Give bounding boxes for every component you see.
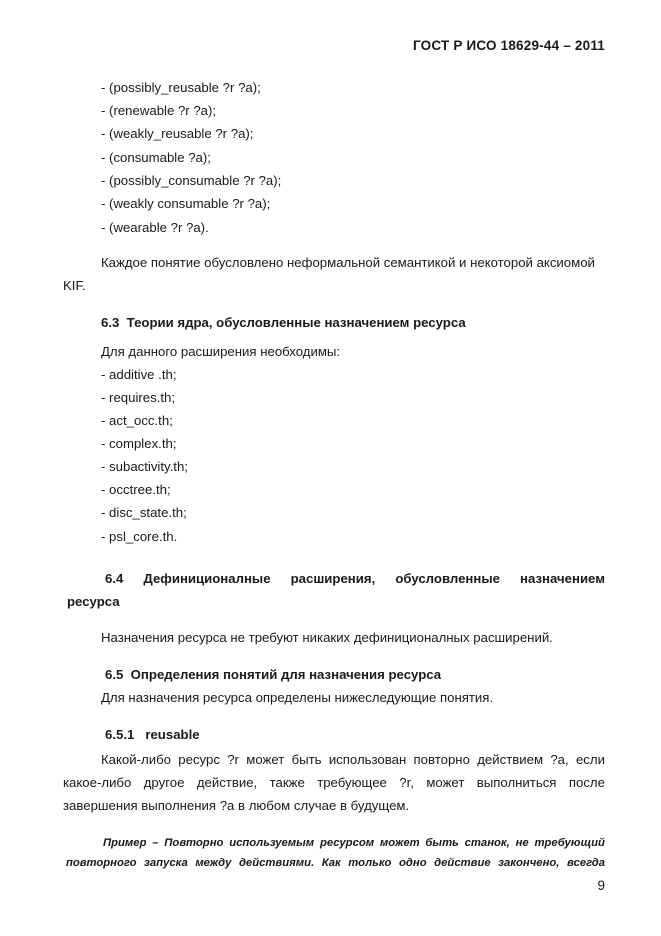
- section-6-5-1-heading: [105, 727, 200, 743]
- section-text: Для назначения ресурса определены нижеследующие понятия.: [101, 690, 494, 705]
- list-item: - additive .th;: [101, 367, 177, 382]
- word: если: [575, 752, 605, 767]
- word: какое-либо: [63, 775, 132, 790]
- paragraph-line: KIF.: [63, 278, 86, 293]
- word: только: [348, 857, 392, 869]
- word: –: [152, 837, 159, 849]
- heading-word: назначением: [520, 571, 605, 586]
- list-item: - (possibly_reusable ?r ?a);: [101, 80, 261, 95]
- word: ресурсом: [319, 837, 375, 849]
- definition-line-3: завершения выполнения ?a в любом случае в будущем.: [63, 798, 410, 813]
- list-item: - (weakly_reusable ?r ?a);: [101, 126, 254, 141]
- heading-word: Дефиниционалные: [143, 571, 271, 586]
- heading-word: расширения,: [290, 571, 376, 586]
- section-intro: Для данного расширения необходимы:: [101, 344, 341, 359]
- word: может: [426, 775, 465, 790]
- section-number: 6.5.1: [105, 727, 135, 742]
- list-item: - (wearable ?r ?a).: [101, 220, 209, 235]
- word: Пример: [103, 837, 147, 849]
- example-line-1: [103, 835, 605, 851]
- word: действие,: [196, 775, 258, 790]
- standard-header: ГОСТ Р ИСО 18629-44 – 2011: [412, 38, 605, 53]
- word: Как: [321, 857, 341, 869]
- list-item: - (weakly consumable ?r ?a);: [101, 196, 271, 211]
- word: запуска: [144, 857, 188, 869]
- list-item: - occtree.th;: [101, 482, 171, 497]
- word: не: [515, 837, 529, 849]
- word: действие: [434, 857, 491, 869]
- word: между: [195, 857, 232, 869]
- section-6-3-heading: [101, 315, 466, 331]
- word: используемым: [229, 837, 315, 849]
- word: одно: [399, 857, 427, 869]
- definition-line-1: [101, 752, 605, 768]
- word: Какой-либо: [101, 752, 171, 767]
- word: другое: [143, 775, 185, 790]
- section-number: 6.3: [101, 315, 120, 330]
- list-item: - (renewable ?r ?a);: [101, 103, 217, 118]
- list-item: - psl_core.th.: [101, 529, 178, 544]
- paragraph-line: Каждое понятие обусловлено неформальной семантикой и некоторой аксиомой: [101, 255, 595, 270]
- section-title: reusable: [145, 727, 200, 742]
- word: выполниться: [476, 775, 557, 790]
- list-item: - requires.th;: [101, 390, 176, 405]
- section-title: Теории ядра, обусловленные назначением ресурса: [126, 315, 466, 330]
- word: действиями.: [238, 857, 315, 869]
- word: после: [568, 775, 605, 790]
- word: требующий: [534, 837, 605, 849]
- list-item: - subactivity.th;: [101, 459, 188, 474]
- word: всегда: [567, 857, 605, 869]
- list-item: - (possibly_consumable ?r ?a);: [101, 173, 282, 188]
- word: повторного: [66, 857, 137, 869]
- word: повторно: [413, 752, 470, 767]
- word: ресурс: [178, 752, 220, 767]
- list-item: - (consumable ?a);: [101, 150, 211, 165]
- word: использован: [328, 752, 407, 767]
- section-6-4-heading: [105, 571, 605, 587]
- word: может: [246, 752, 285, 767]
- word: ?r,: [399, 775, 414, 790]
- section-text: Назначения ресурса не требуют никаких дефиниционалных расширений.: [101, 630, 553, 645]
- section-6-4-heading-cont: ресурса: [67, 594, 120, 609]
- heading-word: обусловленные: [395, 571, 500, 586]
- page-number: 9: [597, 878, 605, 893]
- word: быть: [291, 752, 322, 767]
- word: Повторно: [164, 837, 224, 849]
- word: ?r: [227, 752, 239, 767]
- section-6-5-heading: [105, 667, 441, 683]
- word: ?a,: [550, 752, 569, 767]
- list-item: - act_occ.th;: [101, 413, 173, 428]
- word: станок,: [464, 837, 510, 849]
- word: также: [269, 775, 305, 790]
- section-title: Определения понятий для назначения ресурса: [130, 667, 442, 682]
- list-item: - complex.th;: [101, 436, 177, 451]
- list-item: - disc_state.th;: [101, 505, 187, 520]
- word: может: [379, 837, 420, 849]
- definition-line-2: [63, 775, 605, 791]
- word: действием: [477, 752, 544, 767]
- section-number: 6.5: [105, 667, 124, 682]
- word: закончено,: [498, 857, 560, 869]
- word: требующее: [317, 775, 387, 790]
- word: быть: [425, 837, 459, 849]
- heading-word: 6.4: [105, 571, 124, 586]
- example-line-2: [66, 855, 605, 871]
